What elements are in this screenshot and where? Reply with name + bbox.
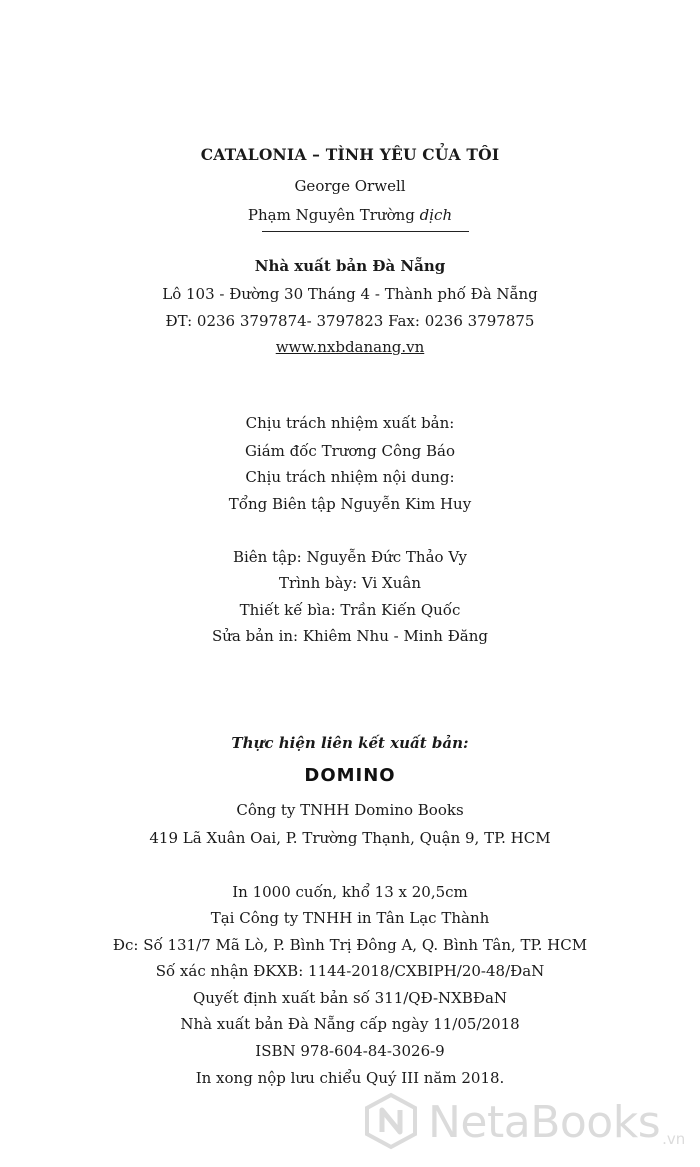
- printing-line: Đc: Số 131/7 Mã Lò, P. Bình Trị Đông A, Q. Bình Tân, TP. HCM: [112, 936, 588, 954]
- domino-logo-text: DOMINO: [304, 765, 396, 786]
- printing-line: In 1000 cuốn, khổ 13 x 20,5cm: [232, 883, 468, 901]
- partner-address: 419 Lã Xuân Oai, P. Trường Thạnh, Quận 9, TP. HCM: [149, 829, 551, 847]
- printing-line: ISBN 978-604-84-3026-9: [255, 1042, 445, 1060]
- netabooks-logo-icon: [362, 1092, 420, 1154]
- printing-line: Nhà xuất bản Đà Nẵng cấp ngày 11/05/2018: [180, 1015, 520, 1033]
- printing-line: Quyết định xuất bản số 311/QĐ-NXBĐaN: [192, 989, 508, 1007]
- publisher-address: Lô 103 - Đường 30 Tháng 4 - Thành phố Đà Nẵng: [162, 285, 538, 303]
- printing-line: Số xác nhận ĐKXB: 1144-2018/CXBIPH/20-48/ĐaN: [155, 962, 545, 980]
- watermark-brand: NetaBooks: [428, 1097, 661, 1148]
- book-title: CATALONIA – TÌNH YÊU CỦA TÔI: [200, 145, 500, 164]
- responsibility-line: Tổng Biên tập Nguyễn Kim Huy: [228, 495, 472, 513]
- watermark-suffix: .vn: [662, 1130, 686, 1148]
- printing-line: Tại Công ty TNHH in Tân Lạc Thành: [210, 909, 490, 927]
- publisher-website-row: [0, 337, 700, 357]
- credit-line: Sửa bản in: Khiêm Nhu - Minh Đăng: [211, 627, 489, 645]
- printing-line: In xong nộp lưu chiểu Quý III năm 2018.: [195, 1069, 505, 1087]
- publisher-phone: ĐT: 0236 3797874- 3797823 Fax: 0236 3797875: [165, 312, 535, 330]
- netabooks-watermark: [362, 1088, 685, 1158]
- book-author: George Orwell: [294, 177, 406, 195]
- credit-line: Biên tập: Nguyễn Đức Thảo Vy: [232, 548, 468, 566]
- translator-name: Phạm Nguyên Trường: [247, 206, 420, 224]
- book-translator: [0, 205, 700, 225]
- partner-heading: Thực hiện liên kết xuất bản:: [231, 734, 469, 752]
- publisher-website-link[interactable]: www.nxbdanang.vn: [275, 338, 425, 356]
- credit-line: Trình bày: Vi Xuân: [279, 574, 421, 592]
- credit-line: Thiết kế bìa: Trần Kiến Quốc: [239, 601, 461, 619]
- domino-logo: [0, 765, 700, 787]
- responsibility-line: Chịu trách nhiệm xuất bản:: [245, 414, 455, 432]
- responsibility-line: Giám đốc Trương Công Báo: [244, 442, 456, 460]
- translator-role: dịch: [419, 206, 453, 224]
- partner-company: Công ty TNHH Domino Books: [236, 801, 464, 819]
- publisher-name: Nhà xuất bản Đà Nẵng: [254, 257, 446, 275]
- responsibility-line: Chịu trách nhiệm nội dung:: [245, 468, 455, 486]
- title-divider: [262, 231, 469, 232]
